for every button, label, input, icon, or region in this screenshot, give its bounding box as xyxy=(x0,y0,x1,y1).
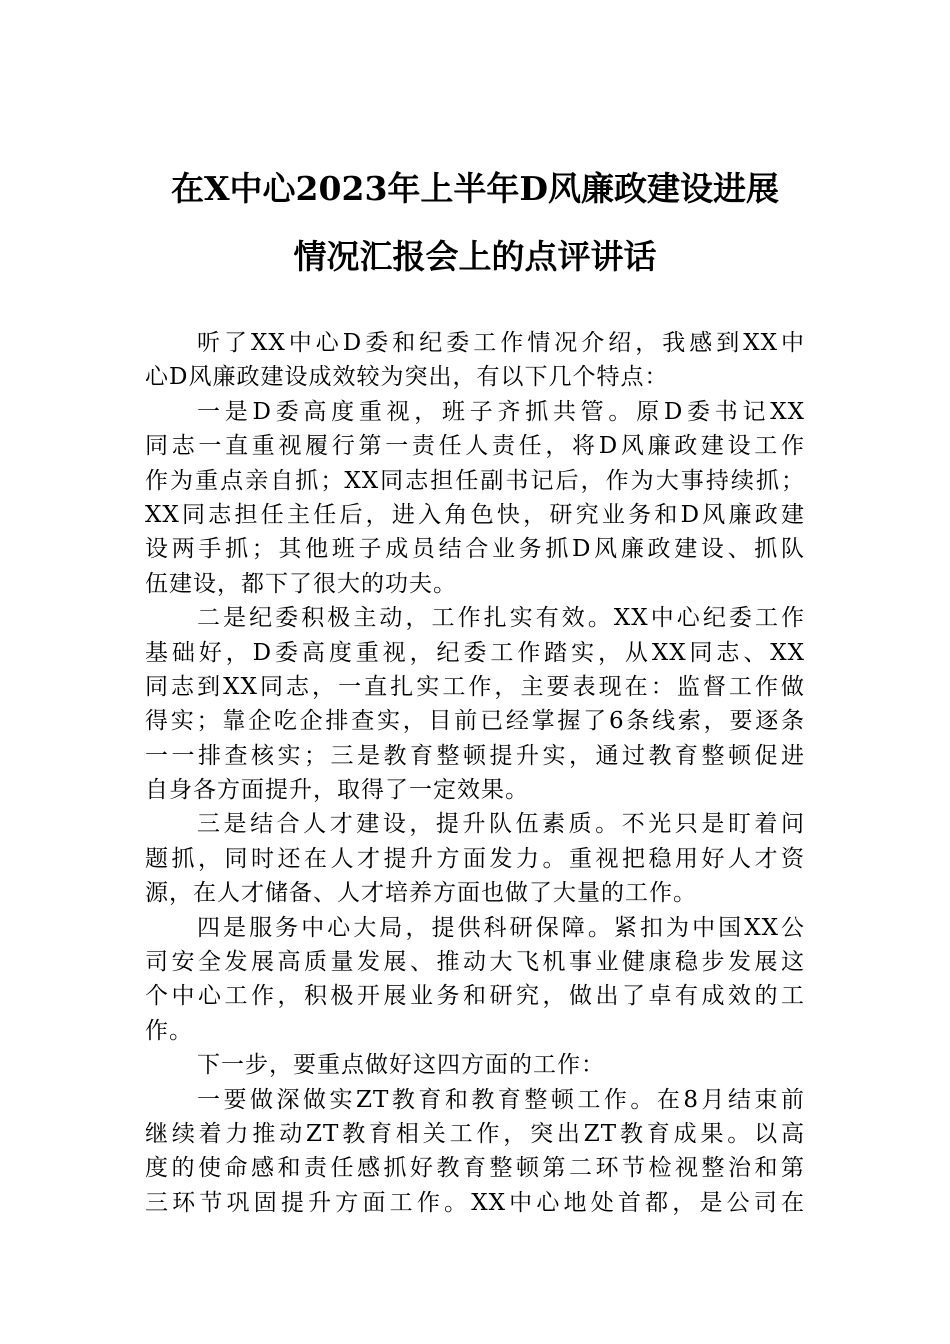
text-line: 三环节巩固提升方面工作。XX中心地处首都，是公司在 xyxy=(145,1189,805,1216)
text-line: 二是纪委积极主动，工作扎实有效。XX中心纪委工作 xyxy=(197,605,805,632)
text-line: 心D风廉政建设成效较为突出，有以下几个特点： xyxy=(145,364,669,391)
text-line: 基础好，D委高度重视，纪委工作踏实，从XX同志、XX xyxy=(145,639,805,666)
text-line: 同志到XX同志，一直扎实工作，主要表现在：监督工作做 xyxy=(145,673,805,700)
text-line: 作为重点亲自抓；XX同志担任副书记后，作为大事持续抓； xyxy=(145,467,805,494)
text-line: 题抓，同时还在人才提升方面发力。重视把稳用好人才资 xyxy=(145,845,805,872)
document-title-line-2: 情况汇报会上的点评讲话 xyxy=(293,237,657,276)
text-line: 一是D委高度重视，班子齐抓共管。原D委书记XX xyxy=(197,398,805,425)
text-line: 伍建设，都下了很大的功夫。 xyxy=(145,570,457,597)
text-line: 度的使命感和责任感抓好教育整顿第二环节检视整治和第 xyxy=(145,1155,805,1182)
text-line: 听了XX中心D委和纪委工作情况介绍，我感到XX中 xyxy=(197,330,805,356)
document-body xyxy=(145,326,805,1220)
text-line: XX同志担任主任后，进入角色快，研究业务和D风廉政建 xyxy=(145,501,805,528)
text-line: 个中心工作，积极开展业务和研究，做出了卓有成效的工 xyxy=(145,983,805,1010)
document-title-line-1: 在X中心2023年上半年D风廉政建设进展 xyxy=(170,169,780,208)
text-line: 一一排查核实；三是教育整顿提升实，通过教育整顿促进 xyxy=(145,742,805,769)
text-line: 作。 xyxy=(145,1017,193,1044)
text-line: 司安全发展高质量发展、推动大飞机事业健康稳步发展这 xyxy=(145,949,805,976)
text-line: 设两手抓；其他班子成员结合业务抓D风廉政建设、抓队 xyxy=(145,536,805,563)
text-line: 继续着力推动ZT教育相关工作，突出ZT教育成果。以高 xyxy=(145,1120,805,1147)
text-line: 下一步，要重点做好这四方面的工作： xyxy=(197,1052,605,1079)
text-line: 三是结合人才建设，提升队伍素质。不光只是盯着问 xyxy=(197,811,805,838)
text-line: 得实；靠企吃企排查实，目前已经掌握了6条线索，要逐条 xyxy=(145,708,805,735)
text-line: 同志一直重视履行第一责任人责任，将D风廉政建设工作 xyxy=(145,433,805,460)
text-line: 源，在人才储备、人才培养方面也做了大量的工作。 xyxy=(145,880,697,907)
text-line: 自身各方面提升，取得了一定效果。 xyxy=(145,777,529,804)
text-line: 四是服务中心大局，提供科研保障。紧扣为中国XX公 xyxy=(197,914,805,941)
text-line: 一要做深做实ZT教育和教育整顿工作。在8月结束前 xyxy=(197,1086,805,1113)
